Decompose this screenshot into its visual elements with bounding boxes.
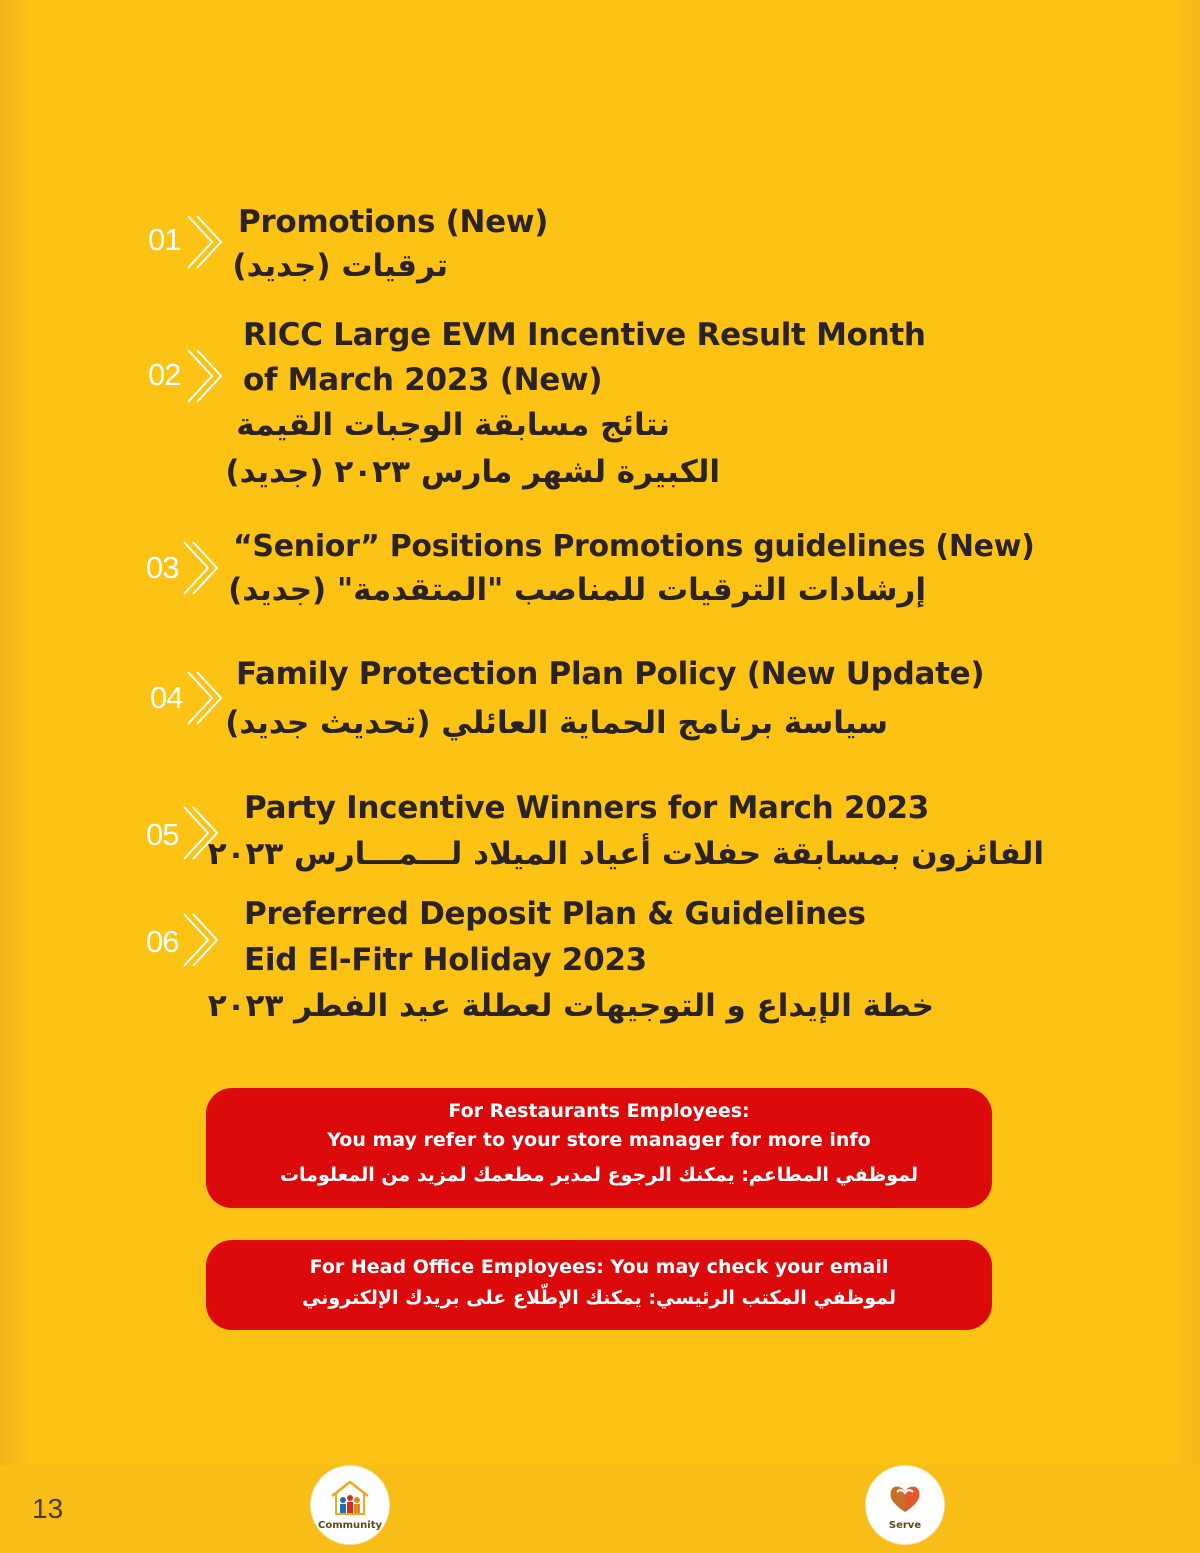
community-badge xyxy=(311,1466,389,1544)
double-chevron-icon xyxy=(180,538,220,598)
restaurants-box-heading: For Restaurants Employees: xyxy=(448,1100,750,1122)
item-number: 01 xyxy=(148,222,181,257)
item-number: 03 xyxy=(146,550,179,585)
item-title-ar: سياسة برنامج الحماية العائلي (تحديث جديد) xyxy=(225,705,888,741)
head-office-box-text-en: For Head Office Employees: You may check your email xyxy=(309,1256,889,1278)
item-title-en-line2: of March 2023 (New) xyxy=(243,362,603,398)
restaurants-box-text-en: You may refer to your store manager for more info xyxy=(327,1129,871,1151)
item-number: 05 xyxy=(146,817,179,852)
item-title-ar-line2: الكبيرة لشهر مارس ٢٠٢٣ (جديد) xyxy=(225,454,720,490)
serve-heart-hands-icon xyxy=(883,1478,927,1518)
footer-band xyxy=(0,1465,1200,1553)
item-title-en-line1: Preferred Deposit Plan & Guidelines xyxy=(244,896,866,932)
item-title-en-line1: RICC Large EVM Incentive Result Month xyxy=(243,317,926,353)
item-number: 02 xyxy=(148,357,181,392)
serve-badge-label: Serve xyxy=(888,1520,922,1531)
item-title-en: Promotions (New) xyxy=(238,204,549,240)
double-chevron-icon xyxy=(184,212,224,272)
item-title-en: “Senior” Positions Promotions guidelines (New) xyxy=(233,529,1035,564)
item-number: 06 xyxy=(146,924,179,959)
item-number: 04 xyxy=(150,680,183,715)
restaurants-info-box xyxy=(206,1088,992,1208)
community-house-icon xyxy=(328,1478,372,1518)
item-title-en: Party Incentive Winners for March 2023 xyxy=(244,790,930,826)
double-chevron-icon xyxy=(180,910,220,970)
item-title-ar: الفائزون بمسابقة حفلات أعياد الميلاد لـــمـــارس ٢٠٢٣ xyxy=(207,836,1044,872)
serve-badge xyxy=(866,1466,944,1544)
item-title-en: Family Protection Plan Policy (New Update) xyxy=(236,656,985,692)
item-title-en-line2: Eid El-Fitr Holiday 2023 xyxy=(244,942,647,978)
item-title-ar: إرشادات الترقيات للمناصب "المتقدمة" (جديد) xyxy=(228,572,926,608)
restaurants-box-text-ar: لموظفي المطاعم: يمكنك الرجوع لمدير مطعمك لمزيد من المعلومات xyxy=(279,1164,919,1186)
double-chevron-icon xyxy=(184,346,224,406)
item-title-ar: خطة الإيداع و التوجيهات لعطلة عيد الفطر ٢٠٢٣ xyxy=(207,988,934,1024)
page-number: 13 xyxy=(32,1493,64,1524)
item-title-ar: ترقيات (جديد) xyxy=(232,248,448,284)
item-title-ar-line1: نتائج مسابقة الوجبات القيمة xyxy=(236,407,670,443)
community-badge-label: Community xyxy=(317,1520,382,1531)
head-office-info-box xyxy=(206,1240,992,1330)
double-chevron-icon xyxy=(184,668,224,728)
head-office-box-text-ar: لموظفي المكتب الرئيسي: يمكنك الإطّلاع على بريدك الإلكتروني xyxy=(301,1287,897,1309)
